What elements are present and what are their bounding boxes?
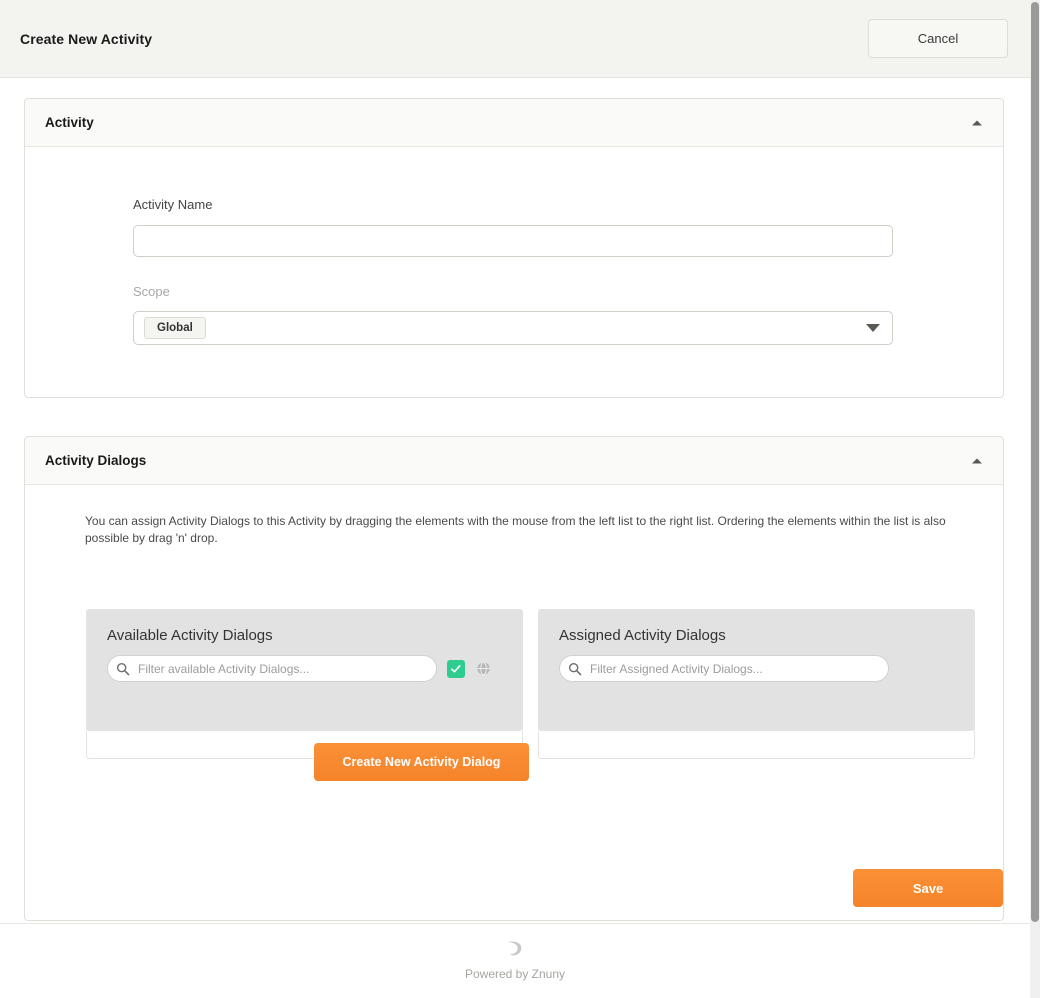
scope-selected-value: Global — [144, 317, 206, 339]
chevron-up-icon[interactable] — [969, 453, 985, 469]
scope-select[interactable] — [133, 311, 893, 345]
activity-widget-title: Activity — [45, 115, 94, 130]
create-new-activity-dialog-button[interactable]: Create New Activity Dialog — [314, 743, 529, 781]
activity-dialogs-widget-body — [25, 513, 1003, 769]
activity-name-label: Activity Name — [133, 197, 213, 212]
znuny-logo-icon — [504, 938, 526, 960]
assigned-filter-input[interactable] — [559, 655, 889, 682]
available-dialogs-panel — [86, 609, 523, 731]
available-filter-input[interactable] — [107, 655, 437, 682]
available-filter-row — [107, 655, 523, 682]
activity-name-input[interactable] — [133, 225, 893, 257]
scope-label: Scope — [133, 284, 170, 299]
activity-dialogs-widget-title: Activity Dialogs — [45, 453, 147, 468]
assigned-filter-row — [559, 655, 975, 682]
checkmark-icon[interactable] — [447, 660, 465, 678]
cancel-button[interactable]: Cancel — [868, 19, 1008, 58]
chevron-up-icon[interactable] — [969, 115, 985, 131]
activity-widget-header[interactable] — [25, 99, 1003, 147]
assigned-dialogs-title: Assigned Activity Dialogs — [559, 627, 726, 644]
activity-widget — [24, 98, 1004, 398]
page-title: Create New Activity — [20, 31, 153, 47]
main-content — [0, 78, 1030, 923]
footer-text: Powered by Znuny — [464, 967, 566, 981]
dnd-area — [45, 609, 983, 749]
page-footer — [0, 923, 1030, 998]
chevron-down-icon[interactable] — [866, 324, 880, 332]
available-filter-wrap — [107, 655, 437, 682]
dnd-help-text: You can assign Activity Dialogs to this Activity by dragging the elements with the mouse from the left list to the right list. Ordering the elements within the list is also possible by drag 'n' drop. — [85, 514, 946, 545]
activity-dialogs-widget — [24, 436, 1004, 921]
page-header — [0, 0, 1030, 78]
activity-widget-body — [25, 197, 1003, 345]
page-scrollbar-track[interactable] — [1030, 0, 1040, 998]
page-scrollbar-thumb[interactable] — [1031, 2, 1039, 922]
assigned-filter-wrap — [559, 655, 889, 682]
activity-dialogs-widget-header[interactable] — [25, 437, 1003, 485]
assigned-dialogs-list[interactable] — [538, 731, 975, 759]
save-button[interactable]: Save — [853, 869, 1003, 907]
assigned-dialogs-panel — [538, 609, 975, 731]
available-dialogs-title: Available Activity Dialogs — [107, 627, 273, 644]
globe-icon[interactable] — [476, 661, 491, 676]
